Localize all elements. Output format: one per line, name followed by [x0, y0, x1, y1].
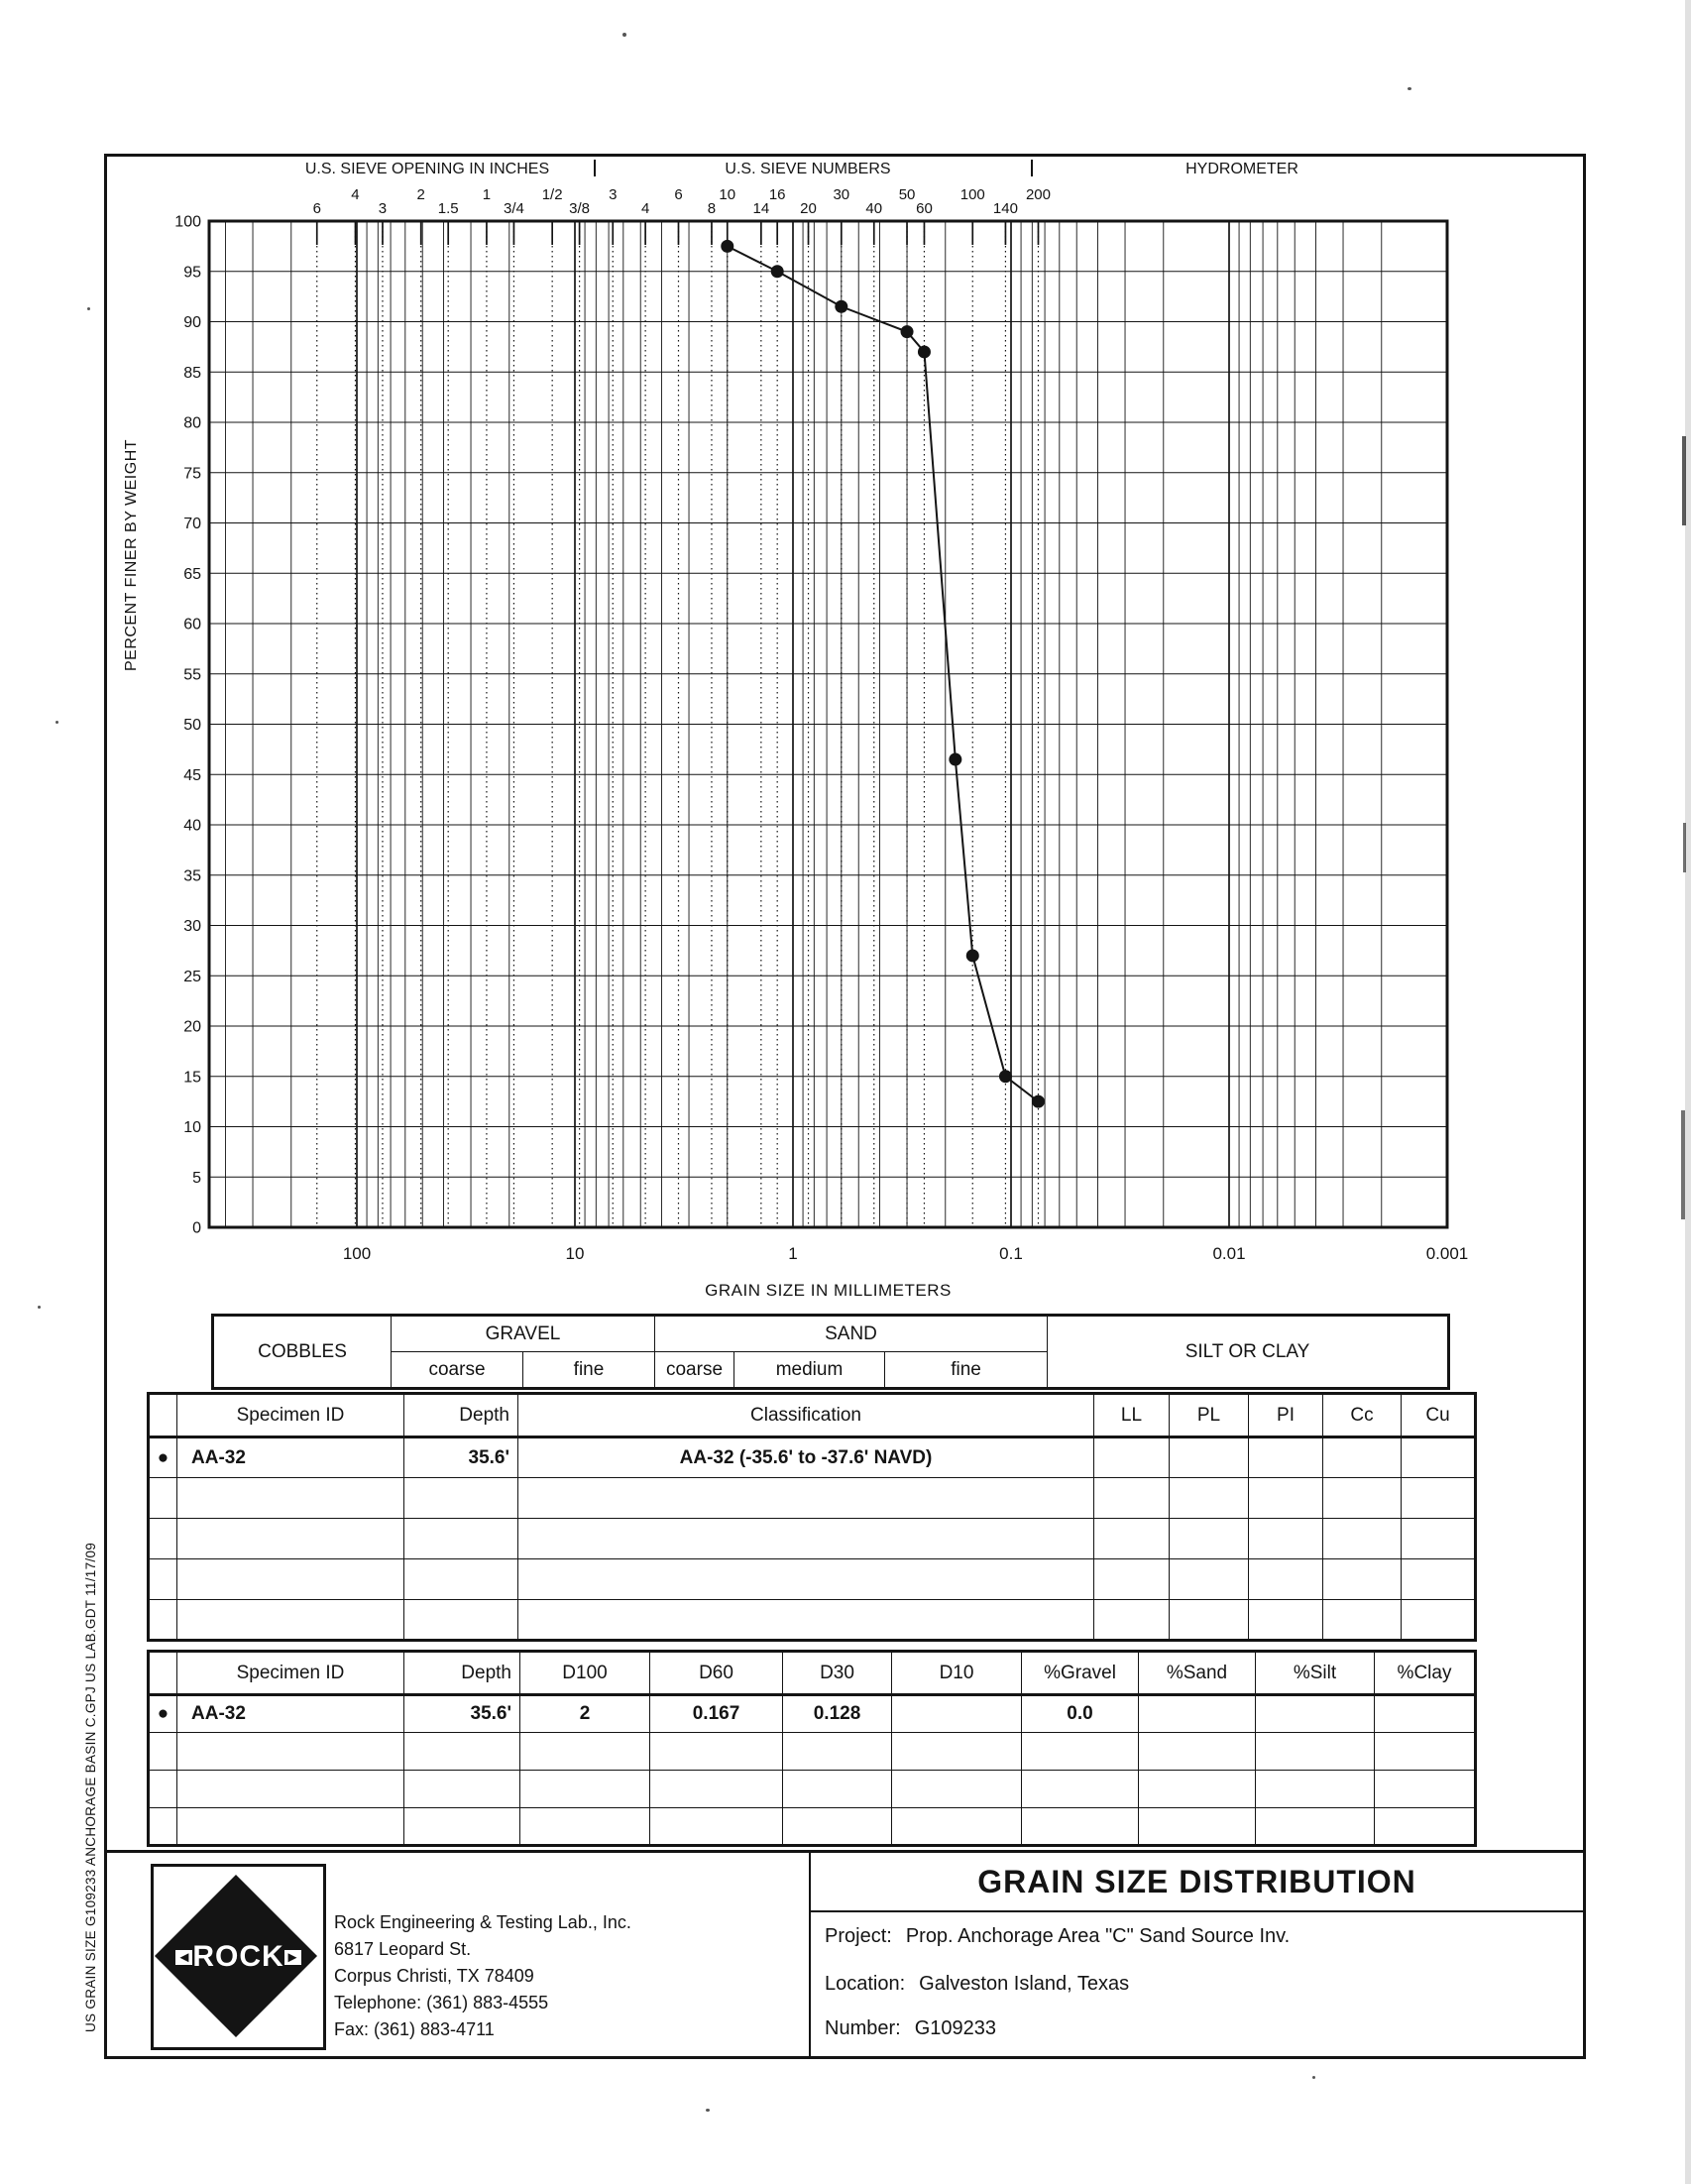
- svg-text:30: 30: [833, 186, 850, 203]
- table-row: [149, 1437, 1476, 1478]
- svg-text:65: 65: [183, 565, 201, 583]
- empty-row: [149, 1519, 1476, 1559]
- svg-text:100: 100: [342, 1244, 372, 1263]
- svg-text:16: 16: [768, 186, 786, 203]
- svg-text:10: 10: [565, 1244, 585, 1263]
- size-class-sand: SAND: [655, 1316, 1048, 1352]
- cell-specimen-id: AA-32: [177, 1695, 404, 1733]
- svg-text:60: 60: [183, 616, 201, 633]
- svg-text:60: 60: [916, 200, 933, 217]
- classification-size-bar: [211, 1314, 1450, 1390]
- empty-row: [149, 1600, 1476, 1641]
- cell-cu: [1402, 1437, 1476, 1478]
- size-class-cobbles: COBBLES: [213, 1316, 392, 1389]
- svg-text:3/8: 3/8: [569, 200, 591, 217]
- cell-d10: [892, 1695, 1022, 1733]
- project-row: [825, 1925, 1290, 1948]
- company-name: Rock Engineering & Testing Lab., Inc.: [334, 1912, 631, 1932]
- empty-row: [149, 1808, 1476, 1846]
- header-d100: D100: [520, 1652, 650, 1695]
- svg-text:0.001: 0.001: [1425, 1244, 1469, 1263]
- company-city: Corpus Christi, TX 78409: [334, 1966, 534, 1986]
- logo-right-arrow-icon: ►: [284, 1948, 300, 1966]
- header-bullet-col: [149, 1394, 177, 1437]
- sidebar-file-info: US GRAIN SIZE G109233 ANCHORAGE BASIN C.GPJ US LAB.GDT 11/17/09: [83, 1542, 98, 2032]
- svg-text:10: 10: [719, 186, 736, 203]
- svg-text:1/2: 1/2: [541, 186, 563, 203]
- cell-pct-silt: [1256, 1695, 1375, 1733]
- sand-fine: fine: [885, 1352, 1048, 1389]
- company-phone: Telephone: (361) 883-4555: [334, 1993, 549, 2012]
- svg-text:55: 55: [183, 666, 201, 684]
- cell-d60: 0.167: [650, 1695, 783, 1733]
- company-fax: Fax: (361) 883-4711: [334, 2019, 495, 2039]
- cell-classification: AA-32 (-35.6' to -37.6' NAVD): [518, 1437, 1094, 1478]
- cell-pl: [1170, 1437, 1249, 1478]
- size-class-gravel: GRAVEL: [392, 1316, 655, 1352]
- band-title-hydrometer: HYDROMETER: [1185, 161, 1298, 177]
- band-title-sieve-numbers: U.S. SIEVE NUMBERS: [725, 161, 891, 177]
- svg-text:0.1: 0.1: [999, 1244, 1023, 1263]
- table-row: [149, 1695, 1476, 1733]
- svg-text:8: 8: [707, 200, 717, 217]
- company-info: [334, 1909, 631, 2043]
- svg-text:1.5: 1.5: [437, 200, 459, 217]
- empty-row: [149, 1559, 1476, 1600]
- size-class-silt-or-clay: SILT OR CLAY: [1048, 1316, 1449, 1389]
- header-depth: Depth: [404, 1652, 520, 1695]
- svg-text:14: 14: [752, 200, 770, 217]
- header-pct-silt: %Silt: [1256, 1652, 1375, 1695]
- cell-pi: [1249, 1437, 1323, 1478]
- gradation-values-table: [147, 1650, 1477, 1847]
- header-d10: D10: [892, 1652, 1022, 1695]
- cell-cc: [1323, 1437, 1402, 1478]
- specimen-classification-table: [147, 1392, 1477, 1642]
- svg-text:15: 15: [183, 1069, 201, 1087]
- svg-text:75: 75: [183, 465, 201, 483]
- number-row: [825, 2017, 996, 2040]
- cell-pct-sand: [1139, 1695, 1256, 1733]
- header-d60: D60: [650, 1652, 783, 1695]
- location-row: [825, 1973, 1129, 1996]
- svg-text:90: 90: [183, 314, 201, 331]
- header-cc: Cc: [1323, 1394, 1402, 1437]
- svg-text:3: 3: [609, 186, 618, 203]
- logo-left-arrow-icon: ◄: [176, 1948, 192, 1966]
- header-specimen-id: Specimen ID: [177, 1394, 404, 1437]
- svg-text:40: 40: [183, 817, 201, 835]
- gravel-fine: fine: [523, 1352, 655, 1389]
- svg-text:200: 200: [1025, 186, 1052, 203]
- svg-text:80: 80: [183, 414, 201, 432]
- svg-text:1: 1: [482, 186, 492, 203]
- svg-text:3/4: 3/4: [503, 200, 524, 217]
- svg-text:10: 10: [183, 1119, 201, 1136]
- svg-text:100: 100: [959, 186, 985, 203]
- svg-text:40: 40: [865, 200, 883, 217]
- svg-text:4: 4: [640, 200, 650, 217]
- svg-text:20: 20: [800, 200, 817, 217]
- number-value: G109233: [914, 2017, 996, 2039]
- location-label: Location:: [825, 1973, 906, 1995]
- location-value: Galveston Island, Texas: [919, 1973, 1130, 1995]
- svg-text:3: 3: [378, 200, 388, 217]
- header-depth: Depth: [404, 1394, 518, 1437]
- cell-specimen-id: AA-32: [177, 1437, 404, 1478]
- header-pct-gravel: %Gravel: [1022, 1652, 1139, 1695]
- svg-text:2: 2: [416, 186, 425, 203]
- svg-text:4: 4: [351, 186, 360, 203]
- header-ll: LL: [1094, 1394, 1170, 1437]
- row-marker: ●: [149, 1437, 177, 1478]
- svg-text:6: 6: [674, 186, 683, 203]
- footer-top-border: [104, 1850, 1586, 1853]
- svg-text:6: 6: [312, 200, 321, 217]
- header-pct-sand: %Sand: [1139, 1652, 1256, 1695]
- svg-text:50: 50: [898, 186, 916, 203]
- svg-text:95: 95: [183, 264, 201, 282]
- gravel-coarse: coarse: [392, 1352, 523, 1389]
- report-title: GRAIN SIZE DISTRIBUTION: [977, 1864, 1416, 1899]
- empty-row: [149, 1478, 1476, 1519]
- cell-d100: 2: [520, 1695, 650, 1733]
- number-label: Number:: [825, 2017, 901, 2039]
- cell-depth: 35.6': [404, 1695, 520, 1733]
- project-label: Project:: [825, 1925, 892, 1947]
- header-pl: PL: [1170, 1394, 1249, 1437]
- project-value: Prop. Anchorage Area "C" Sand Source Inv.: [905, 1925, 1291, 1947]
- y-axis-title: PERCENT FINER BY WEIGHT: [123, 438, 140, 672]
- svg-text:45: 45: [183, 766, 201, 784]
- svg-text:1: 1: [788, 1244, 798, 1263]
- row-marker: ●: [149, 1695, 177, 1733]
- svg-text:100: 100: [174, 213, 201, 231]
- empty-row: [149, 1733, 1476, 1771]
- header-cu: Cu: [1402, 1394, 1476, 1437]
- svg-text:35: 35: [183, 867, 201, 885]
- svg-text:5: 5: [192, 1169, 201, 1187]
- svg-text:0: 0: [192, 1219, 201, 1237]
- cell-d30: 0.128: [783, 1695, 892, 1733]
- svg-text:20: 20: [183, 1018, 201, 1036]
- header-pct-clay: %Clay: [1375, 1652, 1476, 1695]
- svg-text:0.01: 0.01: [1212, 1244, 1246, 1263]
- cell-pct-gravel: 0.0: [1022, 1695, 1139, 1733]
- company-street: 6817 Leopard St.: [334, 1939, 472, 1959]
- sand-coarse: coarse: [655, 1352, 734, 1389]
- svg-text:30: 30: [183, 918, 201, 935]
- empty-row: [149, 1771, 1476, 1808]
- cell-pct-clay: [1375, 1695, 1476, 1733]
- header-bullet-col: [149, 1652, 177, 1695]
- svg-text:140: 140: [992, 200, 1018, 217]
- rock-logo-box: [151, 1864, 326, 2050]
- header-specimen-id: Specimen ID: [177, 1652, 404, 1695]
- svg-text:70: 70: [183, 516, 201, 532]
- svg-text:85: 85: [183, 364, 201, 382]
- header-d30: D30: [783, 1652, 892, 1695]
- sand-medium: medium: [734, 1352, 885, 1389]
- x-axis-title: GRAIN SIZE IN MILLIMETERS: [705, 1281, 952, 1300]
- header-classification: Classification: [518, 1394, 1094, 1437]
- cell-depth: 35.6': [404, 1437, 518, 1478]
- svg-text:50: 50: [183, 717, 201, 734]
- footer-title-underline: [810, 1910, 1583, 1912]
- svg-text:25: 25: [183, 968, 201, 985]
- header-pi: PI: [1249, 1394, 1323, 1437]
- cell-ll: [1094, 1437, 1170, 1478]
- logo-word: ROCK: [192, 1940, 284, 1973]
- band-title-sieve-inches: U.S. SIEVE OPENING IN INCHES: [304, 161, 550, 177]
